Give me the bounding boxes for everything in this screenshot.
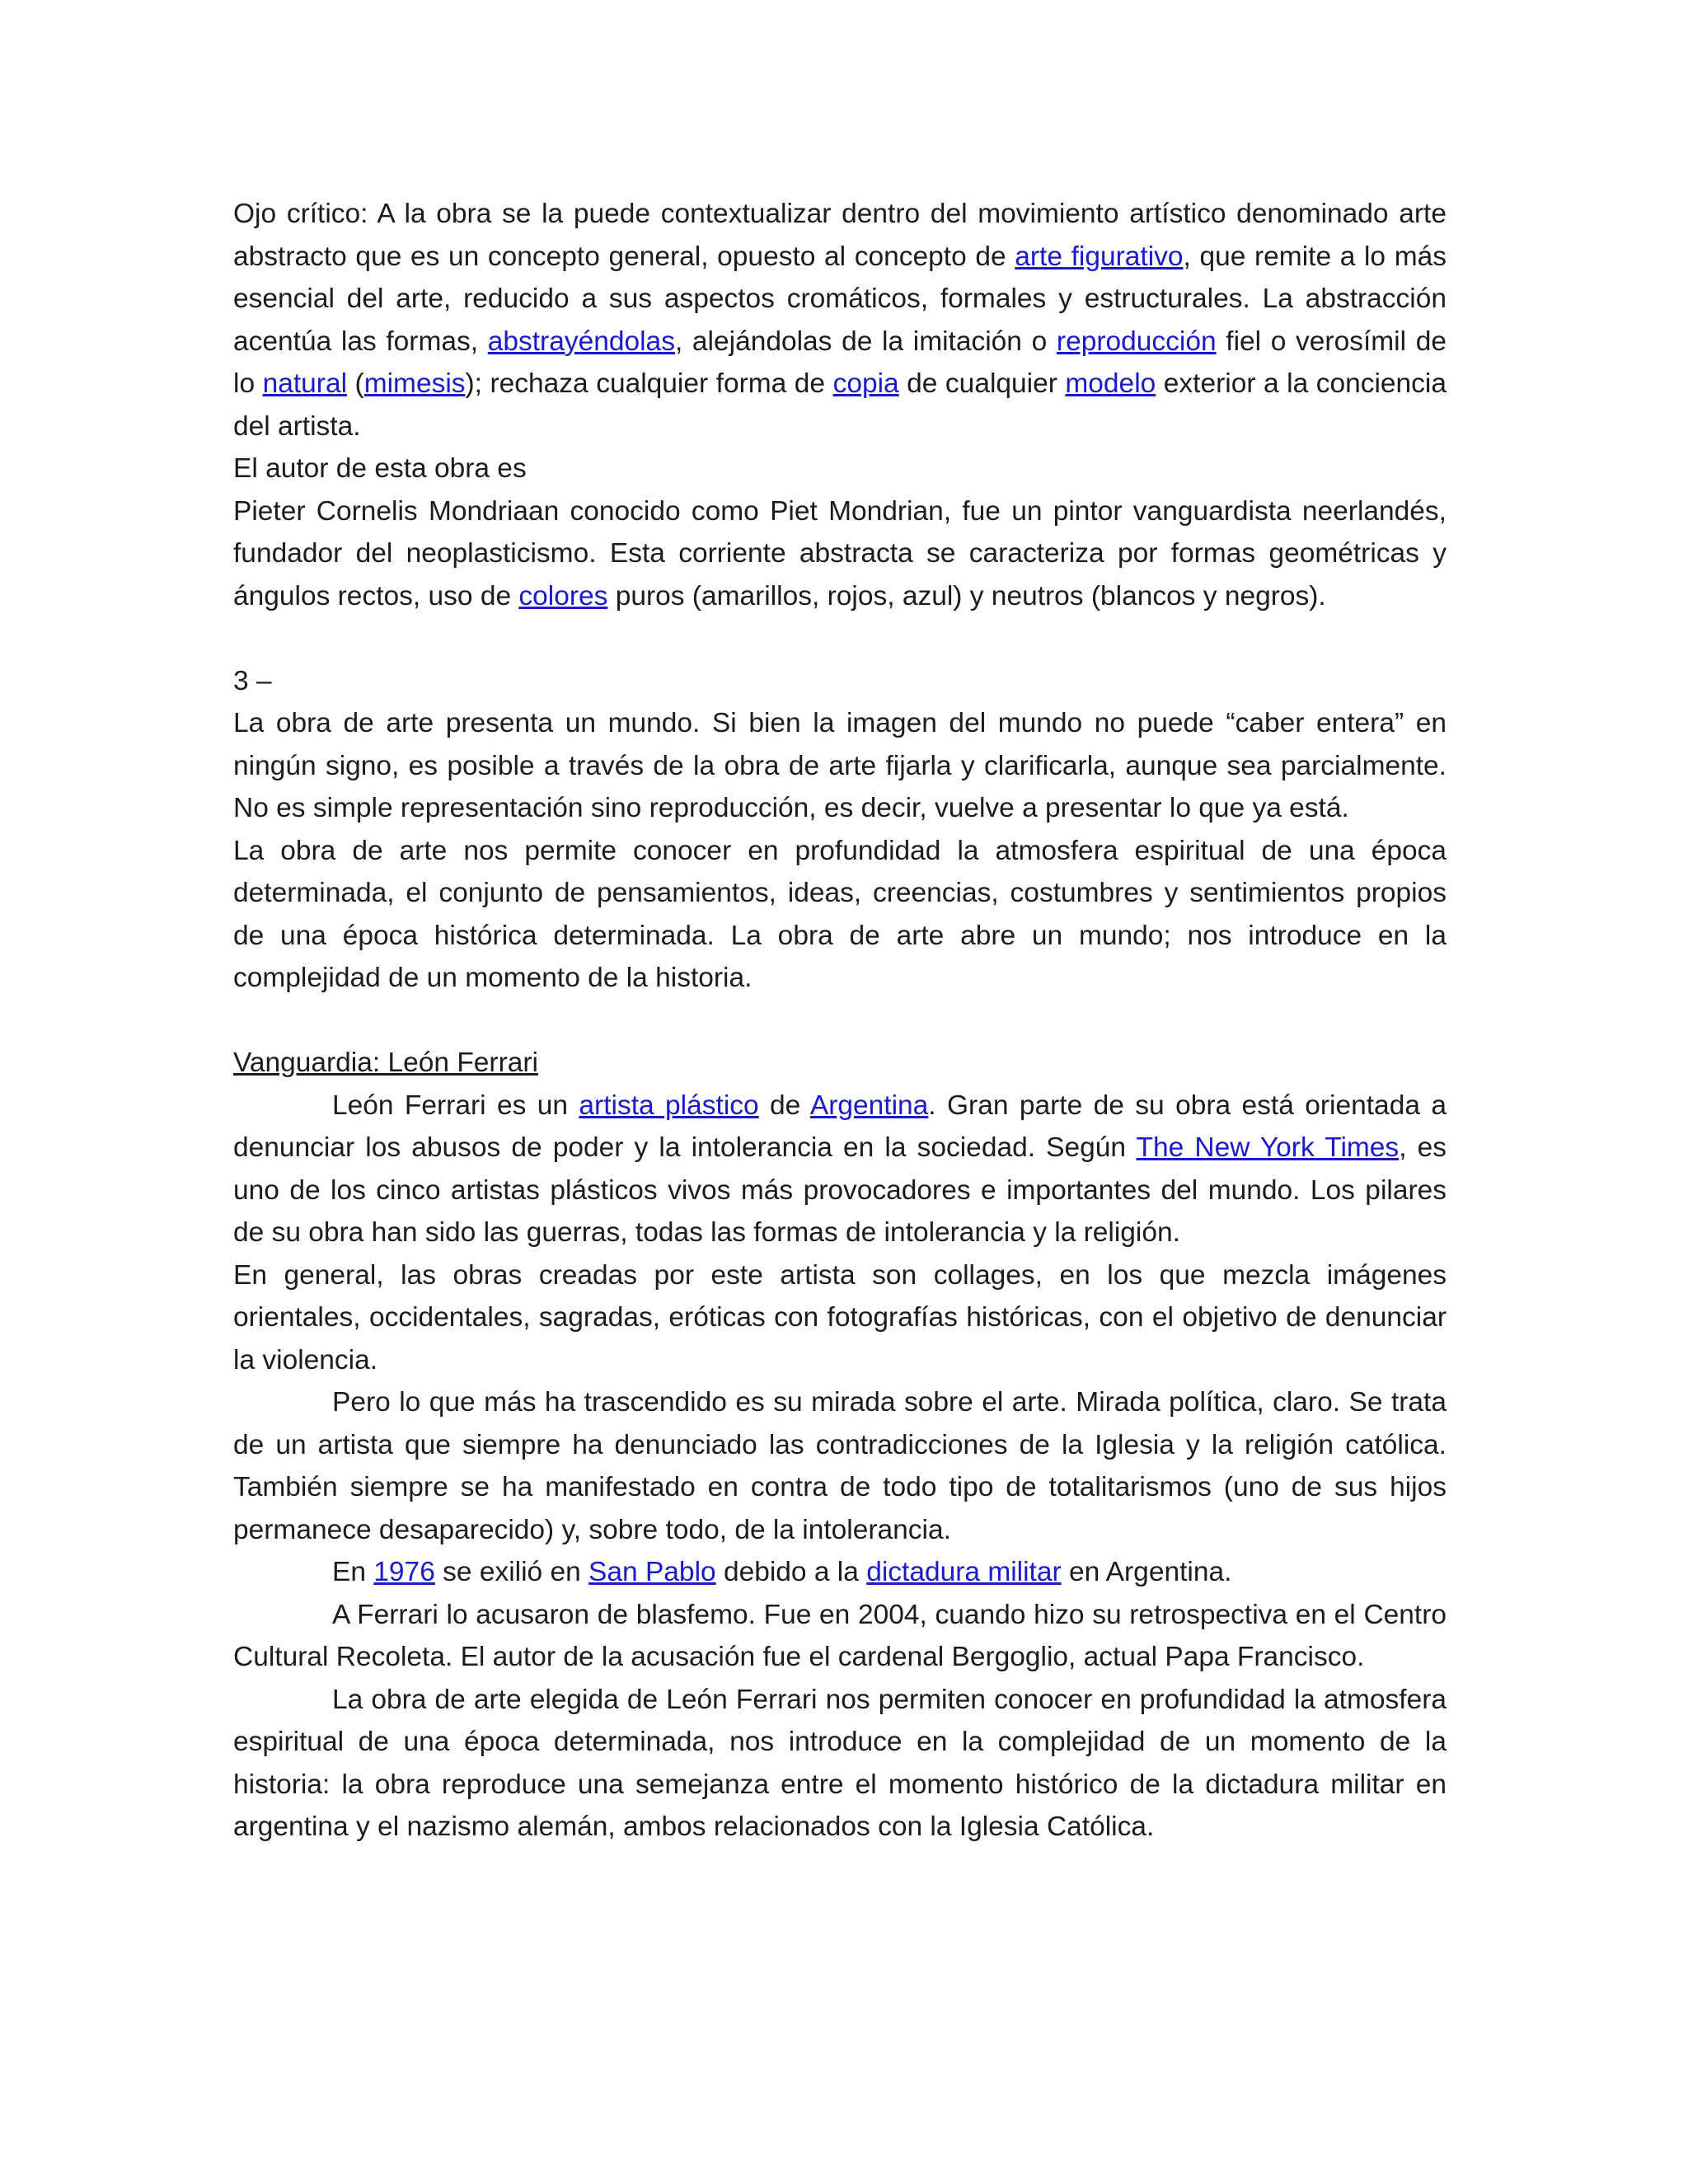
mondrian-text: puros (amarillos, rojos, azul) y neutros (blancos y negros). — [607, 580, 1326, 612]
blank-line — [233, 1000, 1447, 1043]
ferrari-text: de — [758, 1090, 810, 1121]
document-page — [233, 193, 1447, 1849]
ferrari-text: . Gran parte de su obra está orientada a denunciar los abusos de poder y la intolerancia en la sociedad. Según — [233, 1090, 1447, 1163]
author-line: El autor de esta obra es — [233, 453, 527, 484]
section-number: 3 – — [233, 665, 272, 696]
link-modelo[interactable]: modelo — [1065, 368, 1156, 399]
intro-text: de cualquier — [898, 368, 1066, 399]
ferrari-text: debido a la — [715, 1557, 867, 1587]
intro-text: exterior a la conciencia del artista. — [233, 368, 1447, 442]
ferrari-paragraph-3: Pero lo que más ha trascendido es su mirada sobre el arte. Mirada política, claro. Se trata de un artista que siempre ha denunciado las contradicciones de la Iglesia y la religión católica. También siempre se ha manifestado en contra de todo tipo de totalitarismos (uno de sus hijos permanece desaparecido) y, sobre todo, de la intolerancia. — [233, 1387, 1447, 1545]
link-1976[interactable]: 1976 — [373, 1557, 435, 1587]
section3-paragraph-1: La obra de arte presenta un mundo. Si bien la imagen del mundo no puede “caber entera” en ningún signo, es posible a través de la obra de arte fijarla y clarificarla, aunque sea parcialmente. No es simple representación sino reproducción, es decir, vuelve a presentar lo que ya está. — [233, 708, 1447, 823]
intro-paragraph — [233, 193, 1447, 448]
ferrari-paragraph-1 — [233, 1085, 1447, 1254]
ferrari-text: León Ferrari es un — [332, 1090, 579, 1121]
link-colores[interactable]: colores — [518, 580, 608, 612]
ferrari-text: En — [332, 1557, 374, 1587]
link-natural[interactable]: natural — [262, 368, 348, 399]
intro-text: , alejándolas de la imitación o — [674, 326, 1057, 357]
link-argentina[interactable]: Argentina — [809, 1090, 929, 1121]
ferrari-paragraph-6: La obra de arte elegida de León Ferrari nos permiten conocer en profundidad la atmosfera espiritual de una época determinada, nos introduce en la complejidad de un momento de la historia: la obra reproduce una semejanza entre el momento histórico de la dictadura militar en argentina y el nazismo alemán, ambos relacionados con la Iglesia Católica. — [233, 1684, 1447, 1842]
intro-text: ); rechaza cualquier forma de — [465, 368, 833, 399]
link-dictadura-militar[interactable]: dictadura militar — [866, 1557, 1062, 1587]
mondrian-paragraph — [233, 490, 1447, 618]
ferrari-paragraph-4 — [233, 1551, 1447, 1594]
blank-line — [233, 617, 1447, 660]
intro-text: fiel o verosímil de lo — [233, 326, 1447, 399]
link-artista-plastico[interactable]: artista plástico — [579, 1090, 759, 1121]
link-abstrayendolas[interactable]: abstrayéndolas — [487, 326, 675, 357]
ferrari-text: , es uno de los cinco artistas plásticos vivos más provocadores e importantes del mundo. Los pilares de su obra han sido las guerras, todas las formas de intolerancia y la religión. — [233, 1132, 1447, 1248]
ferrari-paragraph-5: A Ferrari lo acusaron de blasfemo. Fue en 2004, cuando hizo su retrospectiva en el Centro Cultural Recoleta. El autor de la acusación fue el cardenal Bergoglio, actual Papa Francisco. — [233, 1599, 1447, 1672]
ferrari-paragraph-2: En general, las obras creadas por este artista son collages, en los que mezcla imágenes orientales, occidentales, sagradas, eróticas con fotografías históricas, con el objetivo de denunciar la violencia. — [233, 1259, 1447, 1376]
intro-text: , que remite a lo más esencial del arte, reducido a sus aspectos cromáticos, formales y estructurales. La abstracción acentúa las formas, — [233, 241, 1447, 357]
link-reproduccion[interactable]: reproducción — [1056, 326, 1217, 357]
intro-text: Ojo crítico: A la obra se la puede contextualizar dentro del movimiento artístico denominado arte abstracto que es un concepto general, opuesto al concepto de — [233, 199, 1447, 272]
link-copia[interactable]: copia — [832, 368, 899, 399]
intro-text: ( — [347, 368, 364, 399]
ferrari-text: en Argentina. — [1061, 1557, 1232, 1587]
link-san-pablo[interactable]: San Pablo — [588, 1557, 716, 1587]
ferrari-heading: Vanguardia: León Ferrari — [233, 1047, 538, 1078]
section-heading — [233, 1042, 1447, 1085]
link-new-york-times[interactable]: The New York Times — [1136, 1132, 1400, 1163]
ferrari-text: se exilió en — [434, 1557, 589, 1587]
mondrian-text: Pieter Cornelis Mondriaan conocido como Piet Mondrian, fue un pintor vanguardista neerlandés, fundador del neoplasticismo. Esta corriente abstracta se caracteriza por formas geométricas y ángulos rectos, uso de — [233, 495, 1447, 612]
link-mimesis[interactable]: mimesis — [363, 368, 466, 399]
link-arte-figurativo[interactable]: arte figurativo — [1015, 241, 1184, 272]
section3-paragraph-2: La obra de arte nos permite conocer en profundidad la atmosfera espiritual de una época determinada, el conjunto de pensamientos, ideas, creencias, costumbres y sentimientos propios de una época histórica determinada. La obra de arte abre un mundo; nos introduce en la complejidad de un momento de la historia. — [233, 835, 1447, 993]
